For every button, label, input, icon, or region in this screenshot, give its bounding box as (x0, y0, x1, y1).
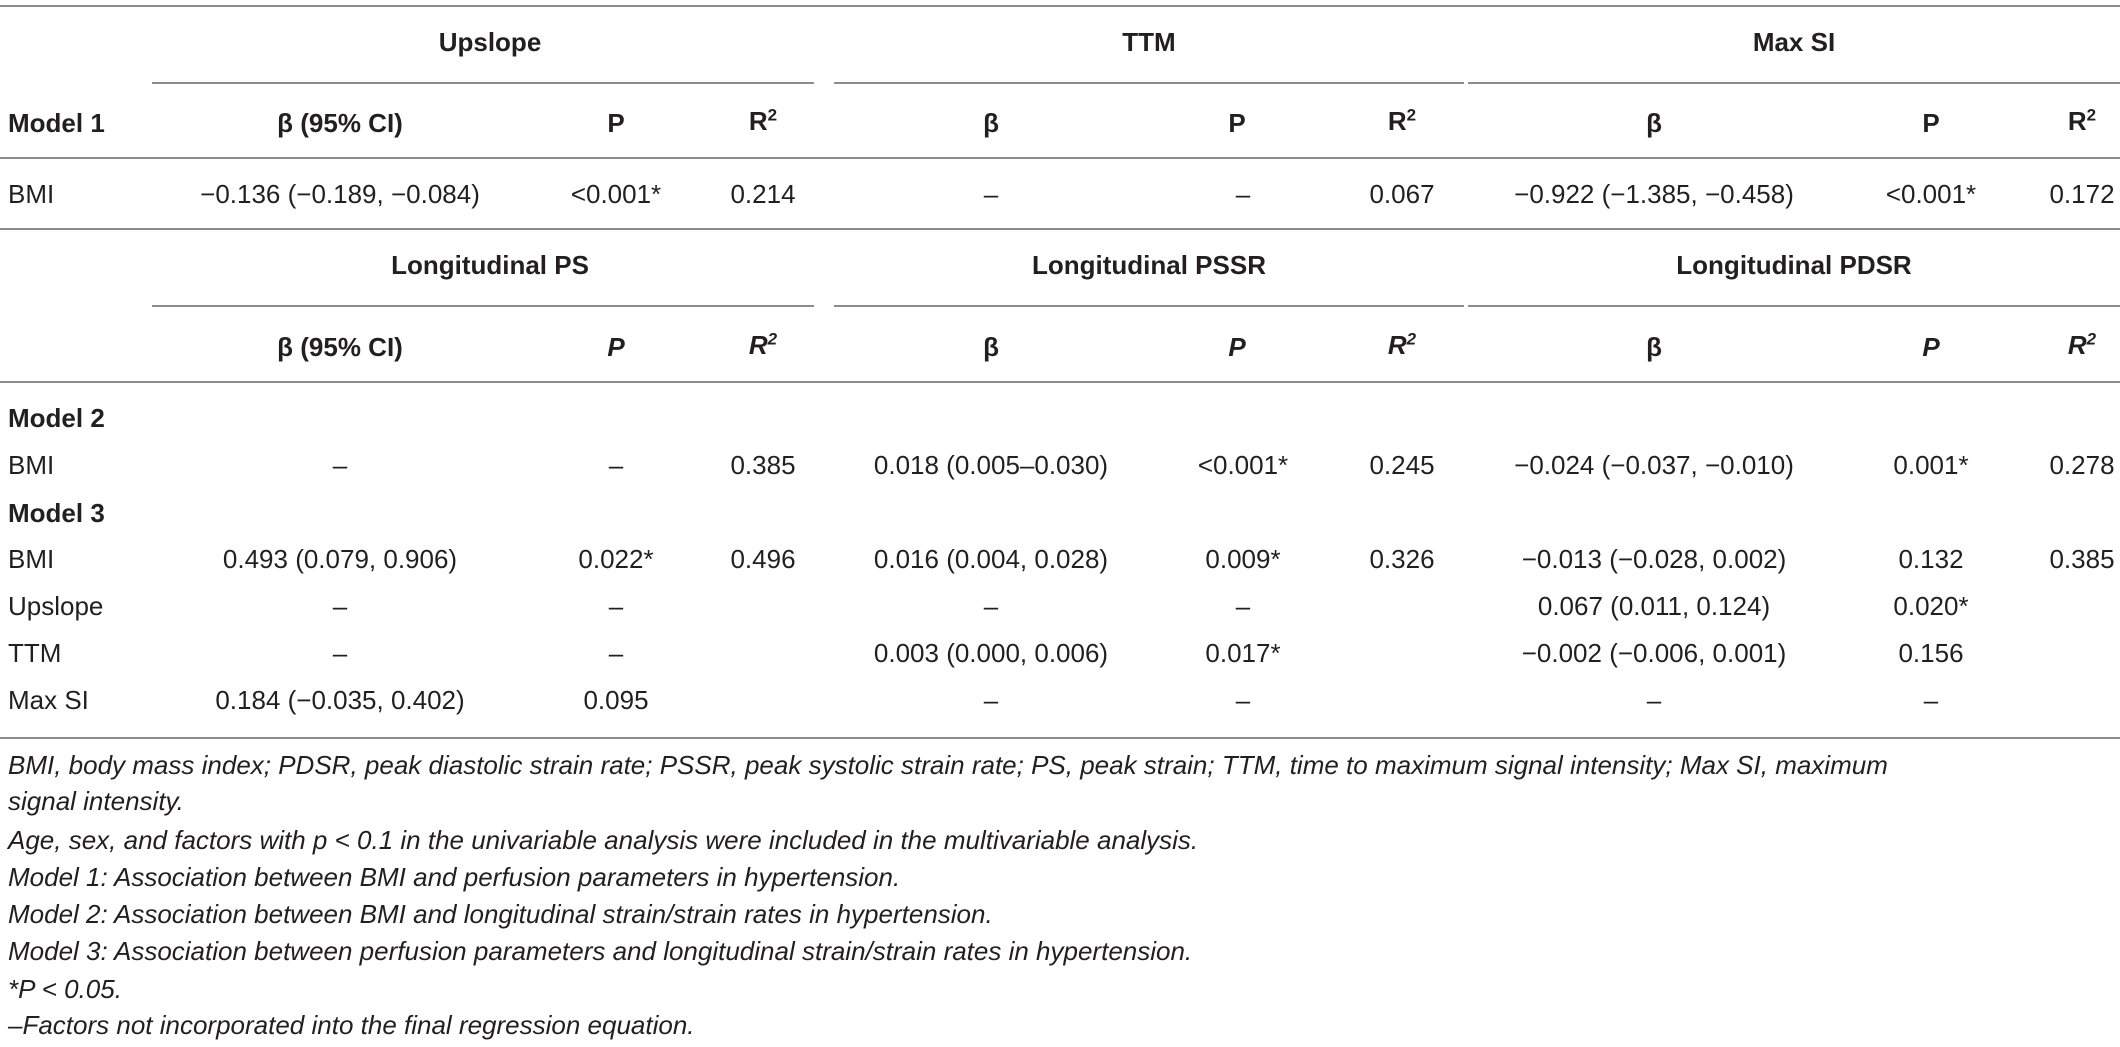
table-cell: −0.136 (−0.189, −0.084) (200, 179, 480, 209)
col-header-p: P (1228, 108, 1246, 138)
footnote-dash: –Factors not incorporated into the final regression equation. (8, 1010, 695, 1040)
col-header-r2-base: R (748, 330, 768, 360)
table-cell: 0.017* (1205, 638, 1281, 668)
section-divider-rule (0, 228, 2120, 230)
table-cell: 0.003 (0.000, 0.006) (873, 638, 1109, 668)
table-cell: 0.067 (1369, 179, 1435, 209)
table-cell: – (332, 638, 348, 668)
col-header-r2-exponent: 2 (1406, 105, 1417, 125)
model-3-label: Model 3 (8, 498, 105, 528)
model-2-label: Model 2 (8, 403, 105, 433)
table-cell: 0.095 (583, 685, 649, 715)
table-cell: <0.001* (570, 179, 662, 209)
group-rule-ttm (834, 82, 1464, 84)
table-cell: 0.001* (1893, 450, 1969, 480)
group-header-ttm: TTM (1122, 27, 1176, 57)
col-header-p: P (607, 108, 625, 138)
table-cell: 0.184 (−0.035, 0.402) (215, 685, 465, 715)
model-1-label: Model 1 (8, 108, 105, 138)
table-cell: −0.024 (−0.037, −0.010) (1514, 450, 1794, 480)
col-header-r2-base: R (2067, 330, 2087, 360)
table-cell: −0.922 (−1.385, −0.458) (1514, 179, 1794, 209)
table-cell: – (1646, 685, 1662, 715)
col-header-beta: β (1646, 108, 1662, 138)
table-cell: 0.385 (2049, 544, 2115, 574)
group-rule-ps (152, 305, 814, 307)
footnote-model-2: Model 2: Association between BMI and longitudinal strain/strain rates in hypertension. (8, 899, 993, 929)
table-cell: 0.172 (2049, 179, 2115, 209)
header-bottom-rule-2 (0, 381, 2120, 383)
row-label: BMI (8, 450, 55, 480)
group-header-longitudinal-ps: Longitudinal PS (391, 250, 589, 280)
col-header-r2 (748, 329, 778, 360)
col-header-p: P (607, 332, 625, 362)
footnote-significance: *P < 0.05. (8, 974, 122, 1004)
table-cell: – (608, 638, 624, 668)
table-cell: 0.016 (0.004, 0.028) (873, 544, 1109, 574)
header-bottom-rule-1 (0, 157, 2120, 159)
col-header-beta-ci: β (95% CI) (277, 108, 403, 138)
table-top-rule (0, 5, 2120, 7)
col-header-r2 (2067, 329, 2097, 360)
col-header-p: P (1922, 332, 1940, 362)
table-cell: – (983, 179, 999, 209)
col-header-r2-exponent: 2 (2086, 329, 2097, 349)
group-header-longitudinal-pssr: Longitudinal PSSR (1032, 250, 1266, 280)
table-cell: – (332, 450, 348, 480)
table-cell: – (608, 591, 624, 621)
col-header-r2 (748, 105, 778, 136)
group-header-upslope: Upslope (438, 27, 542, 57)
table-cell: – (1235, 591, 1251, 621)
col-header-r2 (1387, 105, 1417, 136)
col-header-r2 (2067, 105, 2097, 136)
col-header-r2-exponent: 2 (1406, 329, 1417, 349)
col-header-r2-base: R (1387, 106, 1407, 136)
col-header-r2-exponent: 2 (2086, 105, 2097, 125)
group-rule-pdsr (1468, 305, 2120, 307)
footnote-model-1: Model 1: Association between BMI and perfusion parameters in hypertension. (8, 862, 901, 892)
col-header-p: P (1922, 108, 1940, 138)
row-label: BMI (8, 544, 55, 574)
group-rule-upslope (152, 82, 814, 84)
col-header-beta: β (1646, 332, 1662, 362)
table-cell: <0.001* (1885, 179, 1977, 209)
table-cell: 0.156 (1898, 638, 1964, 668)
table-cell: – (332, 591, 348, 621)
group-rule-maxsi (1468, 82, 2120, 84)
table-cell: −0.002 (−0.006, 0.001) (1521, 638, 1787, 668)
table-cell: −0.013 (−0.028, 0.002) (1521, 544, 1787, 574)
table-cell: 0.278 (2049, 450, 2115, 480)
table-cell: – (1923, 685, 1939, 715)
table-cell: – (983, 591, 999, 621)
row-label: TTM (8, 638, 62, 668)
table-cell: – (983, 685, 999, 715)
table-cell: 0.018 (0.005–0.030) (873, 450, 1109, 480)
table-cell: 0.022* (578, 544, 654, 574)
table-cell: – (1235, 685, 1251, 715)
table-cell: 0.132 (1898, 544, 1964, 574)
table-cell: 0.020* (1893, 591, 1969, 621)
table-cell: 0.385 (730, 450, 796, 480)
group-header-maxsi: Max SI (1752, 27, 1836, 57)
table-cell: 0.496 (730, 544, 796, 574)
row-label: Upslope (8, 591, 104, 621)
table-cell: 0.009* (1205, 544, 1281, 574)
col-header-beta-ci: β (95% CI) (277, 332, 403, 362)
col-header-r2 (1387, 329, 1417, 360)
footnote-abbreviations-cont: signal intensity. (8, 786, 184, 816)
row-label: BMI (8, 179, 55, 209)
col-header-r2-base: R (2067, 106, 2087, 136)
table-cell: 0.067 (0.011, 0.124) (1537, 591, 1771, 621)
col-header-p: P (1228, 332, 1246, 362)
row-label: Max SI (8, 685, 89, 715)
table-cell: <0.001* (1197, 450, 1289, 480)
table-cell: 0.214 (730, 179, 796, 209)
col-header-beta: β (983, 108, 999, 138)
col-header-beta: β (983, 332, 999, 362)
col-header-r2-base: R (1387, 330, 1407, 360)
table-cell: 0.326 (1369, 544, 1435, 574)
table-cell: 0.493 (0.079, 0.906) (222, 544, 458, 574)
group-rule-pssr (834, 305, 1464, 307)
footnote-adjustment: Age, sex, and factors with p < 0.1 in the univariable analysis were included in the multivariable analysis. (8, 825, 1199, 855)
footnote-abbreviations: BMI, body mass index; PDSR, peak diastolic strain rate; PSSR, peak systolic strain rate; PS, peak strain; TTM, time to maximum signal intensity; Max SI, maximum (8, 750, 1888, 780)
col-header-r2-base: R (748, 106, 768, 136)
col-header-r2-exponent: 2 (767, 105, 778, 125)
table-cell: – (1235, 179, 1251, 209)
table-cell: 0.245 (1369, 450, 1435, 480)
footnote-model-3: Model 3: Association between perfusion parameters and longitudinal strain/strain rates in hypertension. (8, 936, 1193, 966)
group-header-longitudinal-pdsr: Longitudinal PDSR (1676, 250, 1912, 280)
col-header-r2-exponent: 2 (767, 329, 778, 349)
table-cell: – (608, 450, 624, 480)
table-bottom-rule (0, 737, 2120, 739)
